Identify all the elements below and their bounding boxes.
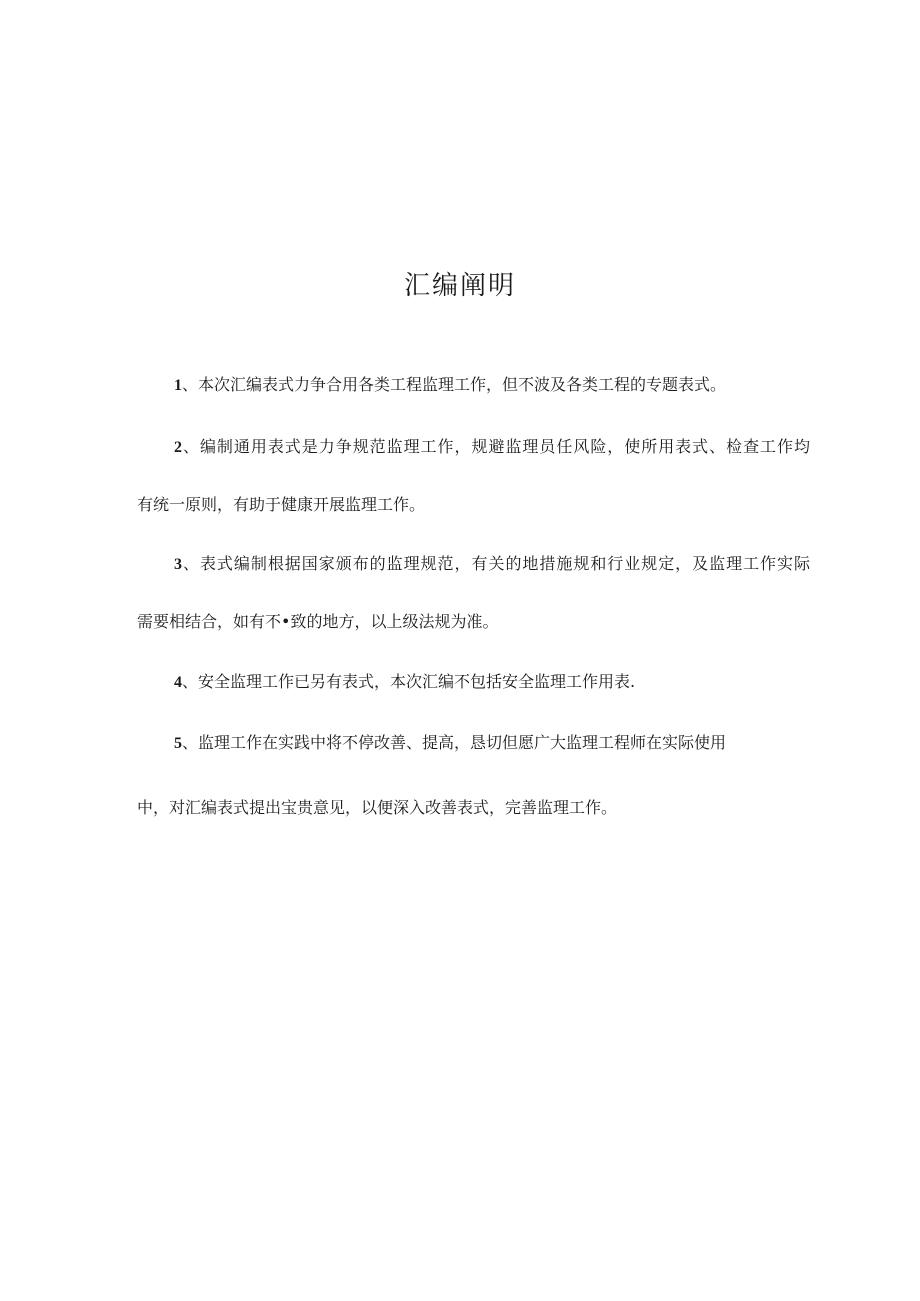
page-title: 汇编阐明 (403, 271, 516, 301)
item-1-text: 、本次汇编表式力争合用各类工程监理工作，但不波及各类工程的专题表式。 (182, 375, 727, 394)
item-4-number: 4 (174, 674, 182, 691)
item-3-text: 、表式编制根据国家颁布的监理规范，有关的地措施规和行业规定，及监理工作实际 (182, 554, 810, 573)
item-4-line-1 (174, 671, 635, 694)
item-2-line-2: 有统一原则，有助于健康开展监理工作。 (137, 495, 426, 514)
item-4-text: 、安全监理工作已另有表式，本次汇编不包括安全监理工作用表. (182, 672, 636, 691)
item-2-line-1 (174, 436, 810, 459)
item-5-line-2: 中，对汇编表式提出宝贵意见，以便深入改善表式，完善监理工作。 (137, 798, 618, 817)
item-5-line-1 (174, 732, 726, 755)
item-1-line-1 (174, 374, 726, 397)
item-1-number: 1 (174, 377, 182, 394)
item-3-number: 3 (174, 556, 182, 573)
item-5-number: 5 (174, 735, 182, 752)
item-2-text: 、编制通用表式是力争规范监理工作，规避监理员任风险，使所用表式、检查工作均 (182, 437, 810, 456)
item-3-line-1 (174, 553, 810, 576)
item-5-text: 、监理工作在实践中将不停改善、提高，恳切但愿广大监理工程师在实际使用 (182, 733, 727, 752)
item-3-line-2: 需要相结合，如有不•致的地方，以上级法规为准。 (137, 612, 499, 631)
item-2-number: 2 (174, 439, 182, 456)
